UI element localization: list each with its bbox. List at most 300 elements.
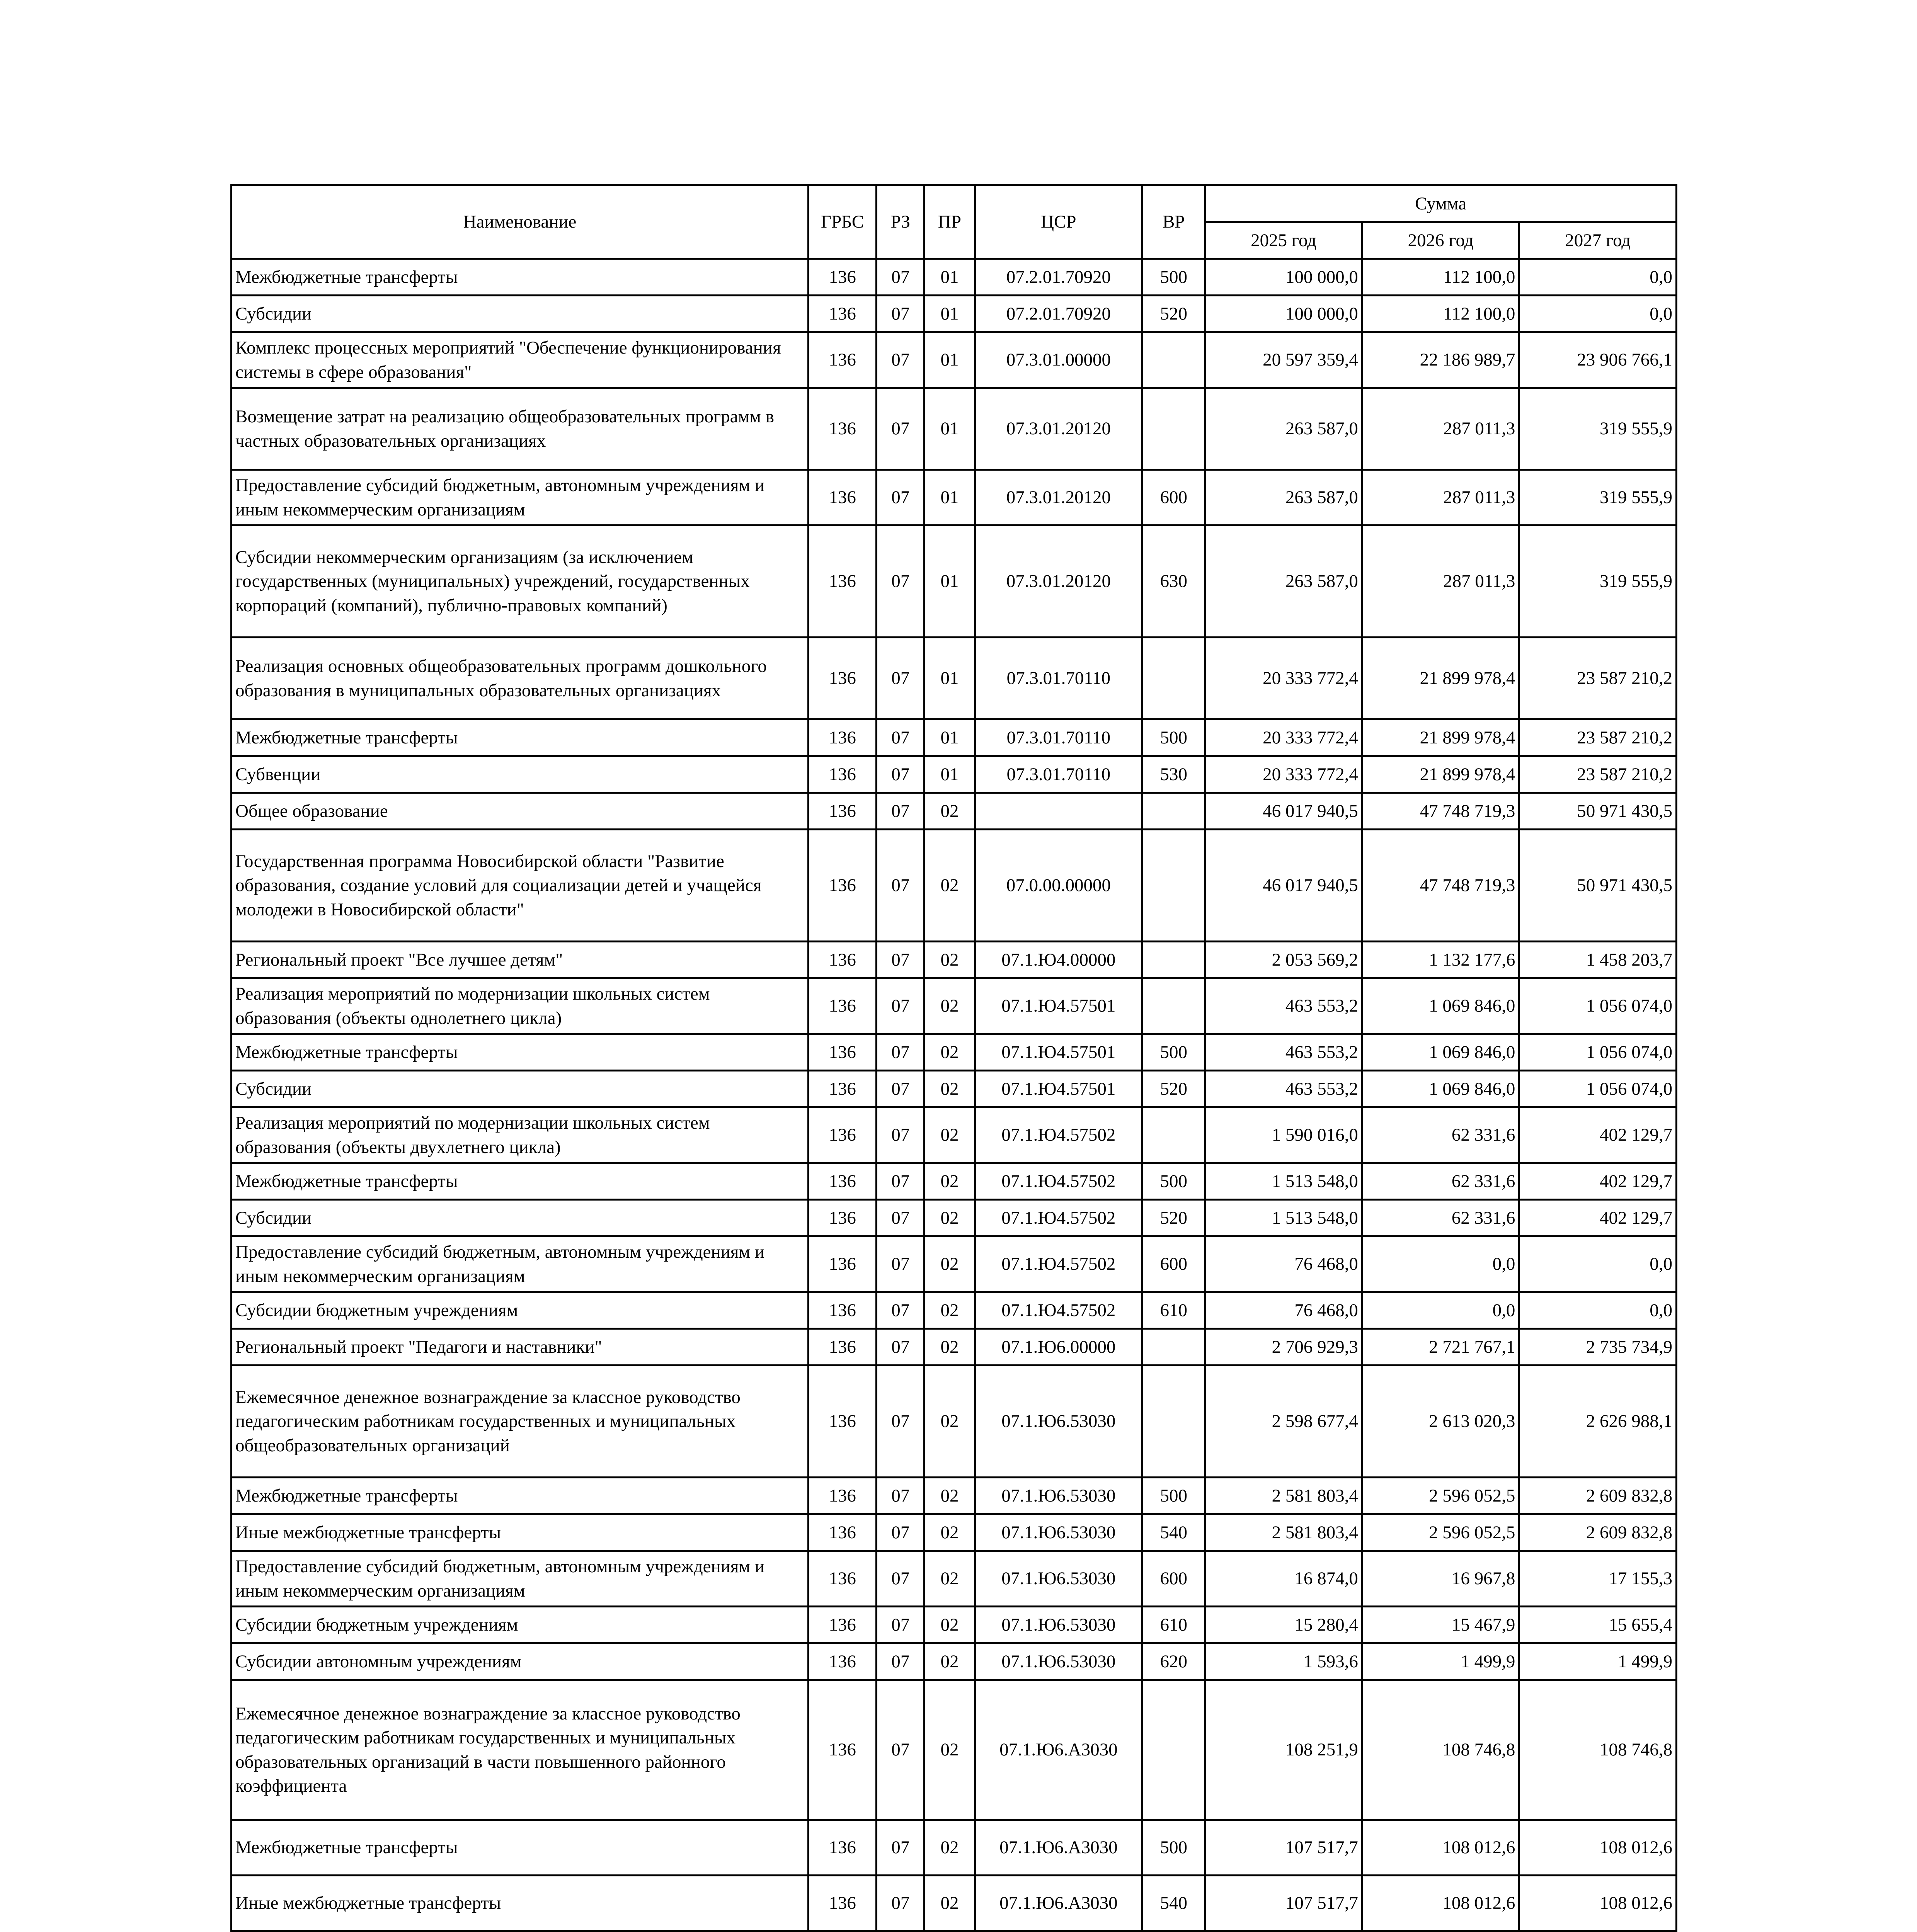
cell-rz: 07 xyxy=(877,1607,924,1643)
cell-vr xyxy=(1142,1366,1205,1478)
cell-name: Государственная программа Новосибирской области "Развитие образования, создание условий для социализации детей и учащейся молодежи в Новосибирской области" xyxy=(232,830,809,942)
cell-name: Субсидии бюджетным учреждениям xyxy=(232,1292,809,1329)
cell-name: Реализация мероприятий по модернизации школьных систем образования (объекты однолетнего цикла) xyxy=(232,978,809,1034)
cell-y2025: 20 333 772,4 xyxy=(1205,756,1362,793)
cell-y2025: 76 468,0 xyxy=(1205,1236,1362,1292)
cell-csr: 07.3.01.70110 xyxy=(975,756,1142,793)
table-row xyxy=(232,526,1677,638)
table-row xyxy=(232,1680,1677,1820)
cell-rz: 07 xyxy=(877,1034,924,1071)
cell-name: Межбюджетные трансферты xyxy=(232,1163,809,1200)
cell-pr: 02 xyxy=(924,1876,975,1931)
cell-pr: 02 xyxy=(924,1163,975,1200)
cell-name: Ежемесячное денежное вознаграждение за классное руководство педагогическим работникам государственных и муниципальных образовательных организаций в части повышенного районного коэффициента xyxy=(232,1680,809,1820)
cell-y2027: 108 746,8 xyxy=(1519,1680,1677,1820)
budget-table xyxy=(230,184,1677,1932)
cell-pr: 02 xyxy=(924,1820,975,1876)
cell-name: Субсидии xyxy=(232,296,809,332)
table-row xyxy=(232,1163,1677,1200)
cell-name: Комплекс процессных мероприятий "Обеспечение функционирования системы в сфере образования" xyxy=(232,332,809,388)
cell-vr: 500 xyxy=(1142,259,1205,296)
cell-name: Межбюджетные трансферты xyxy=(232,1478,809,1514)
cell-y2026: 108 012,6 xyxy=(1362,1876,1519,1931)
cell-pr: 02 xyxy=(924,1292,975,1329)
cell-y2025: 20 333 772,4 xyxy=(1205,638,1362,719)
cell-y2026: 2 613 020,3 xyxy=(1362,1366,1519,1478)
cell-y2025: 100 000,0 xyxy=(1205,259,1362,296)
cell-y2026: 62 331,6 xyxy=(1362,1163,1519,1200)
cell-y2025: 1 513 548,0 xyxy=(1205,1163,1362,1200)
cell-pr: 02 xyxy=(924,830,975,942)
col-header-vr: ВР xyxy=(1142,185,1205,259)
cell-pr: 02 xyxy=(924,1680,975,1820)
cell-rz: 07 xyxy=(877,1478,924,1514)
cell-y2027: 23 587 210,2 xyxy=(1519,756,1677,793)
cell-grbs: 136 xyxy=(808,756,876,793)
cell-y2026: 47 748 719,3 xyxy=(1362,793,1519,830)
cell-y2025: 463 553,2 xyxy=(1205,978,1362,1034)
cell-y2027: 0,0 xyxy=(1519,1236,1677,1292)
cell-y2025: 2 053 569,2 xyxy=(1205,942,1362,978)
cell-y2027: 1 458 203,7 xyxy=(1519,942,1677,978)
cell-grbs: 136 xyxy=(808,1236,876,1292)
cell-csr: 07.1.Ю6.А3030 xyxy=(975,1876,1142,1931)
cell-csr: 07.1.Ю6.53030 xyxy=(975,1478,1142,1514)
cell-rz: 07 xyxy=(877,1680,924,1820)
cell-grbs: 136 xyxy=(808,1071,876,1107)
cell-csr: 07.1.Ю4.57501 xyxy=(975,1071,1142,1107)
cell-pr: 02 xyxy=(924,1607,975,1643)
cell-y2027: 402 129,7 xyxy=(1519,1107,1677,1163)
cell-grbs: 136 xyxy=(808,1329,876,1366)
cell-vr: 540 xyxy=(1142,1514,1205,1551)
cell-y2026: 112 100,0 xyxy=(1362,296,1519,332)
cell-pr: 01 xyxy=(924,296,975,332)
cell-csr: 07.1.Ю6.А3030 xyxy=(975,1680,1142,1820)
cell-y2025: 20 333 772,4 xyxy=(1205,719,1362,756)
cell-pr: 01 xyxy=(924,388,975,470)
col-header-2026: 2026 год xyxy=(1362,222,1519,259)
cell-grbs: 136 xyxy=(808,1292,876,1329)
cell-vr: 500 xyxy=(1142,1820,1205,1876)
cell-grbs: 136 xyxy=(808,1478,876,1514)
cell-y2025: 1 593,6 xyxy=(1205,1643,1362,1680)
table-row xyxy=(232,1551,1677,1607)
cell-y2025: 100 000,0 xyxy=(1205,296,1362,332)
cell-rz: 07 xyxy=(877,1107,924,1163)
cell-rz: 07 xyxy=(877,1071,924,1107)
cell-grbs: 136 xyxy=(808,1366,876,1478)
cell-csr: 07.1.Ю4.57502 xyxy=(975,1163,1142,1200)
table-row xyxy=(232,1478,1677,1514)
cell-vr xyxy=(1142,638,1205,719)
cell-grbs: 136 xyxy=(808,1643,876,1680)
cell-y2025: 2 598 677,4 xyxy=(1205,1366,1362,1478)
cell-vr: 500 xyxy=(1142,719,1205,756)
cell-rz: 07 xyxy=(877,1514,924,1551)
cell-pr: 01 xyxy=(924,470,975,526)
col-header-pr: ПР xyxy=(924,185,975,259)
cell-rz: 07 xyxy=(877,1876,924,1931)
cell-grbs: 136 xyxy=(808,1514,876,1551)
cell-y2025: 263 587,0 xyxy=(1205,526,1362,638)
table-row xyxy=(232,1514,1677,1551)
cell-y2027: 15 655,4 xyxy=(1519,1607,1677,1643)
cell-pr: 01 xyxy=(924,756,975,793)
cell-grbs: 136 xyxy=(808,388,876,470)
cell-csr: 07.1.Ю6.53030 xyxy=(975,1551,1142,1607)
cell-vr: 620 xyxy=(1142,1643,1205,1680)
table-row xyxy=(232,332,1677,388)
cell-rz: 07 xyxy=(877,470,924,526)
cell-name: Предоставление субсидий бюджетным, автономным учреждениям и иным некоммерческим организациям xyxy=(232,470,809,526)
cell-vr: 610 xyxy=(1142,1292,1205,1329)
cell-csr: 07.3.01.20120 xyxy=(975,526,1142,638)
cell-y2025: 46 017 940,5 xyxy=(1205,793,1362,830)
cell-y2025: 20 597 359,4 xyxy=(1205,332,1362,388)
cell-vr: 610 xyxy=(1142,1607,1205,1643)
table-row xyxy=(232,1292,1677,1329)
cell-vr: 600 xyxy=(1142,470,1205,526)
cell-csr: 07.1.Ю4.57501 xyxy=(975,1034,1142,1071)
cell-y2026: 21 899 978,4 xyxy=(1362,756,1519,793)
cell-y2027: 402 129,7 xyxy=(1519,1200,1677,1236)
cell-y2027: 50 971 430,5 xyxy=(1519,793,1677,830)
cell-vr xyxy=(1142,793,1205,830)
table-row xyxy=(232,1876,1677,1931)
cell-y2026: 287 011,3 xyxy=(1362,388,1519,470)
header-row-top xyxy=(232,185,1677,222)
cell-csr: 07.2.01.70920 xyxy=(975,259,1142,296)
table-row xyxy=(232,470,1677,526)
table-row xyxy=(232,1329,1677,1366)
cell-y2027: 23 587 210,2 xyxy=(1519,719,1677,756)
cell-rz: 07 xyxy=(877,1236,924,1292)
cell-csr: 07.3.01.20120 xyxy=(975,470,1142,526)
cell-name: Субсидии xyxy=(232,1071,809,1107)
cell-pr: 02 xyxy=(924,1107,975,1163)
cell-y2026: 1 069 846,0 xyxy=(1362,1034,1519,1071)
cell-y2026: 2 596 052,5 xyxy=(1362,1514,1519,1551)
cell-csr: 07.1.Ю6.53030 xyxy=(975,1514,1142,1551)
table-row xyxy=(232,942,1677,978)
cell-y2026: 0,0 xyxy=(1362,1292,1519,1329)
cell-grbs: 136 xyxy=(808,1876,876,1931)
cell-y2025: 108 251,9 xyxy=(1205,1680,1362,1820)
cell-pr: 02 xyxy=(924,1643,975,1680)
cell-y2026: 2 596 052,5 xyxy=(1362,1478,1519,1514)
cell-pr: 02 xyxy=(924,1236,975,1292)
cell-name: Предоставление субсидий бюджетным, автономным учреждениям и иным некоммерческим организациям xyxy=(232,1236,809,1292)
cell-rz: 07 xyxy=(877,719,924,756)
cell-pr: 01 xyxy=(924,638,975,719)
cell-rz: 07 xyxy=(877,1163,924,1200)
cell-rz: 07 xyxy=(877,793,924,830)
cell-y2026: 112 100,0 xyxy=(1362,259,1519,296)
col-header-grbs: ГРБС xyxy=(808,185,876,259)
cell-y2027: 50 971 430,5 xyxy=(1519,830,1677,942)
table-row xyxy=(232,1071,1677,1107)
cell-rz: 07 xyxy=(877,638,924,719)
cell-rz: 07 xyxy=(877,388,924,470)
cell-rz: 07 xyxy=(877,830,924,942)
cell-pr: 02 xyxy=(924,1514,975,1551)
cell-grbs: 136 xyxy=(808,830,876,942)
col-header-2027: 2027 год xyxy=(1519,222,1677,259)
table-row xyxy=(232,259,1677,296)
table-row xyxy=(232,1643,1677,1680)
cell-y2027: 23 906 766,1 xyxy=(1519,332,1677,388)
cell-rz: 07 xyxy=(877,1200,924,1236)
table-row xyxy=(232,388,1677,470)
cell-y2025: 15 280,4 xyxy=(1205,1607,1362,1643)
cell-rz: 07 xyxy=(877,1551,924,1607)
cell-pr: 01 xyxy=(924,526,975,638)
cell-y2027: 108 012,6 xyxy=(1519,1876,1677,1931)
cell-y2027: 17 155,3 xyxy=(1519,1551,1677,1607)
cell-y2025: 107 517,7 xyxy=(1205,1876,1362,1931)
cell-vr xyxy=(1142,1680,1205,1820)
cell-y2026: 62 331,6 xyxy=(1362,1107,1519,1163)
cell-grbs: 136 xyxy=(808,1034,876,1071)
cell-y2026: 0,0 xyxy=(1362,1236,1519,1292)
cell-csr: 07.1.Ю6.53030 xyxy=(975,1366,1142,1478)
cell-rz: 07 xyxy=(877,1820,924,1876)
table-row xyxy=(232,1236,1677,1292)
cell-name: Межбюджетные трансферты xyxy=(232,259,809,296)
cell-csr: 07.1.Ю4.57502 xyxy=(975,1107,1142,1163)
table-row xyxy=(232,830,1677,942)
cell-rz: 07 xyxy=(877,1366,924,1478)
cell-y2026: 22 186 989,7 xyxy=(1362,332,1519,388)
cell-y2027: 0,0 xyxy=(1519,296,1677,332)
cell-rz: 07 xyxy=(877,332,924,388)
cell-y2025: 463 553,2 xyxy=(1205,1071,1362,1107)
cell-pr: 01 xyxy=(924,719,975,756)
cell-y2027: 23 587 210,2 xyxy=(1519,638,1677,719)
cell-csr: 07.1.Ю6.А3030 xyxy=(975,1820,1142,1876)
cell-y2025: 2 706 929,3 xyxy=(1205,1329,1362,1366)
cell-pr: 02 xyxy=(924,978,975,1034)
cell-grbs: 136 xyxy=(808,1551,876,1607)
cell-vr: 530 xyxy=(1142,756,1205,793)
cell-name: Субсидии xyxy=(232,1200,809,1236)
cell-vr: 540 xyxy=(1142,1876,1205,1931)
cell-y2026: 287 011,3 xyxy=(1362,526,1519,638)
cell-vr xyxy=(1142,332,1205,388)
cell-name: Реализация мероприятий по модернизации школьных систем образования (объекты двухлетнего цикла) xyxy=(232,1107,809,1163)
cell-rz: 07 xyxy=(877,1643,924,1680)
cell-csr: 07.3.01.20120 xyxy=(975,388,1142,470)
cell-y2025: 46 017 940,5 xyxy=(1205,830,1362,942)
cell-rz: 07 xyxy=(877,526,924,638)
cell-name: Субвенции xyxy=(232,756,809,793)
cell-y2025: 2 581 803,4 xyxy=(1205,1514,1362,1551)
cell-vr xyxy=(1142,1107,1205,1163)
cell-grbs: 136 xyxy=(808,332,876,388)
cell-csr: 07.1.Ю4.57502 xyxy=(975,1292,1142,1329)
cell-y2027: 0,0 xyxy=(1519,1292,1677,1329)
cell-y2026: 16 967,8 xyxy=(1362,1551,1519,1607)
table-row xyxy=(232,1034,1677,1071)
cell-name: Иные межбюджетные трансферты xyxy=(232,1514,809,1551)
cell-grbs: 136 xyxy=(808,1820,876,1876)
cell-rz: 07 xyxy=(877,978,924,1034)
table-row xyxy=(232,296,1677,332)
col-header-sum: Сумма xyxy=(1205,185,1677,222)
cell-name: Субсидии некоммерческим организациям (за исключением государственных (муниципальных) учреждений, государственных корпораций (компаний), публично-правовых компаний) xyxy=(232,526,809,638)
cell-csr: 07.3.01.70110 xyxy=(975,638,1142,719)
cell-y2026: 108 012,6 xyxy=(1362,1820,1519,1876)
cell-grbs: 136 xyxy=(808,978,876,1034)
cell-pr: 02 xyxy=(924,942,975,978)
cell-y2027: 1 056 074,0 xyxy=(1519,1034,1677,1071)
cell-vr: 520 xyxy=(1142,296,1205,332)
cell-grbs: 136 xyxy=(808,793,876,830)
cell-y2025: 463 553,2 xyxy=(1205,1034,1362,1071)
col-header-name: Наименование xyxy=(232,185,809,259)
cell-pr: 02 xyxy=(924,1071,975,1107)
cell-name: Ежемесячное денежное вознаграждение за классное руководство педагогическим работникам государственных и муниципальных общеобразовательных организаций xyxy=(232,1366,809,1478)
cell-csr: 07.1.Ю4.57502 xyxy=(975,1200,1142,1236)
table-row xyxy=(232,1200,1677,1236)
cell-y2025: 1 590 016,0 xyxy=(1205,1107,1362,1163)
cell-y2026: 62 331,6 xyxy=(1362,1200,1519,1236)
table-body xyxy=(232,259,1677,1932)
cell-y2027: 1 056 074,0 xyxy=(1519,1071,1677,1107)
cell-y2027: 108 012,6 xyxy=(1519,1820,1677,1876)
cell-y2027: 2 609 832,8 xyxy=(1519,1514,1677,1551)
cell-grbs: 136 xyxy=(808,1607,876,1643)
cell-csr: 07.2.01.70920 xyxy=(975,296,1142,332)
cell-vr: 520 xyxy=(1142,1200,1205,1236)
cell-y2026: 21 899 978,4 xyxy=(1362,719,1519,756)
cell-csr: 07.1.Ю6.53030 xyxy=(975,1643,1142,1680)
cell-grbs: 136 xyxy=(808,470,876,526)
cell-pr: 02 xyxy=(924,1329,975,1366)
cell-y2026: 1 132 177,6 xyxy=(1362,942,1519,978)
cell-vr: 600 xyxy=(1142,1551,1205,1607)
cell-rz: 07 xyxy=(877,1292,924,1329)
cell-vr xyxy=(1142,830,1205,942)
cell-y2026: 1 069 846,0 xyxy=(1362,1071,1519,1107)
cell-rz: 07 xyxy=(877,756,924,793)
cell-csr: 07.1.Ю4.57501 xyxy=(975,978,1142,1034)
cell-y2026: 287 011,3 xyxy=(1362,470,1519,526)
table-row xyxy=(232,756,1677,793)
cell-y2027: 319 555,9 xyxy=(1519,470,1677,526)
cell-y2025: 1 513 548,0 xyxy=(1205,1200,1362,1236)
table-row xyxy=(232,1820,1677,1876)
cell-grbs: 136 xyxy=(808,1107,876,1163)
cell-vr xyxy=(1142,978,1205,1034)
cell-y2027: 402 129,7 xyxy=(1519,1163,1677,1200)
cell-grbs: 136 xyxy=(808,638,876,719)
cell-vr: 600 xyxy=(1142,1236,1205,1292)
cell-name: Субсидии автономным учреждениям xyxy=(232,1643,809,1680)
cell-y2027: 0,0 xyxy=(1519,259,1677,296)
cell-name: Региональный проект "Все лучшее детям" xyxy=(232,942,809,978)
cell-pr: 02 xyxy=(924,1366,975,1478)
table-row xyxy=(232,1107,1677,1163)
cell-grbs: 136 xyxy=(808,719,876,756)
cell-name: Общее образование xyxy=(232,793,809,830)
cell-grbs: 136 xyxy=(808,1680,876,1820)
cell-y2025: 76 468,0 xyxy=(1205,1292,1362,1329)
cell-csr: 07.0.00.00000 xyxy=(975,830,1142,942)
cell-y2026: 47 748 719,3 xyxy=(1362,830,1519,942)
cell-vr xyxy=(1142,388,1205,470)
cell-y2026: 108 746,8 xyxy=(1362,1680,1519,1820)
table-row xyxy=(232,719,1677,756)
table-row xyxy=(232,638,1677,719)
cell-grbs: 136 xyxy=(808,942,876,978)
cell-y2027: 1 056 074,0 xyxy=(1519,978,1677,1034)
cell-vr: 630 xyxy=(1142,526,1205,638)
cell-name: Реализация основных общеобразовательных программ дошкольного образования в муниципальных образовательных организациях xyxy=(232,638,809,719)
cell-rz: 07 xyxy=(877,296,924,332)
cell-y2025: 263 587,0 xyxy=(1205,388,1362,470)
cell-y2027: 2 735 734,9 xyxy=(1519,1329,1677,1366)
cell-pr: 02 xyxy=(924,1551,975,1607)
cell-pr: 02 xyxy=(924,1478,975,1514)
cell-csr: 07.1.Ю6.53030 xyxy=(975,1607,1142,1643)
cell-y2025: 2 581 803,4 xyxy=(1205,1478,1362,1514)
cell-vr: 500 xyxy=(1142,1478,1205,1514)
cell-y2026: 21 899 978,4 xyxy=(1362,638,1519,719)
cell-csr: 07.1.Ю4.57502 xyxy=(975,1236,1142,1292)
cell-csr: 07.3.01.70110 xyxy=(975,719,1142,756)
cell-y2025: 16 874,0 xyxy=(1205,1551,1362,1607)
cell-name: Межбюджетные трансферты xyxy=(232,1034,809,1071)
cell-y2026: 15 467,9 xyxy=(1362,1607,1519,1643)
table-row xyxy=(232,978,1677,1034)
col-header-csr: ЦСР xyxy=(975,185,1142,259)
cell-csr: 07.1.Ю4.00000 xyxy=(975,942,1142,978)
cell-y2027: 1 499,9 xyxy=(1519,1643,1677,1680)
cell-name: Межбюджетные трансферты xyxy=(232,1820,809,1876)
cell-name: Иные межбюджетные трансферты xyxy=(232,1876,809,1931)
cell-vr xyxy=(1142,942,1205,978)
cell-pr: 01 xyxy=(924,332,975,388)
cell-name: Субсидии бюджетным учреждениям xyxy=(232,1607,809,1643)
cell-grbs: 136 xyxy=(808,296,876,332)
cell-vr: 520 xyxy=(1142,1071,1205,1107)
cell-y2026: 1 069 846,0 xyxy=(1362,978,1519,1034)
cell-y2025: 107 517,7 xyxy=(1205,1820,1362,1876)
cell-csr xyxy=(975,793,1142,830)
col-header-2025: 2025 год xyxy=(1205,222,1362,259)
cell-rz: 07 xyxy=(877,1329,924,1366)
cell-rz: 07 xyxy=(877,942,924,978)
cell-y2025: 263 587,0 xyxy=(1205,470,1362,526)
cell-name: Межбюджетные трансферты xyxy=(232,719,809,756)
table-header xyxy=(232,185,1677,259)
cell-vr xyxy=(1142,1329,1205,1366)
cell-name: Региональный проект "Педагоги и наставники" xyxy=(232,1329,809,1366)
cell-name: Возмещение затрат на реализацию общеобразовательных программ в частных образовательных организациях xyxy=(232,388,809,470)
cell-pr: 02 xyxy=(924,1034,975,1071)
cell-csr: 07.3.01.00000 xyxy=(975,332,1142,388)
cell-rz: 07 xyxy=(877,259,924,296)
cell-y2027: 2 609 832,8 xyxy=(1519,1478,1677,1514)
cell-grbs: 136 xyxy=(808,259,876,296)
col-header-rz: РЗ xyxy=(877,185,924,259)
cell-y2027: 319 555,9 xyxy=(1519,388,1677,470)
table-row xyxy=(232,1366,1677,1478)
table-row xyxy=(232,793,1677,830)
cell-y2026: 2 721 767,1 xyxy=(1362,1329,1519,1366)
